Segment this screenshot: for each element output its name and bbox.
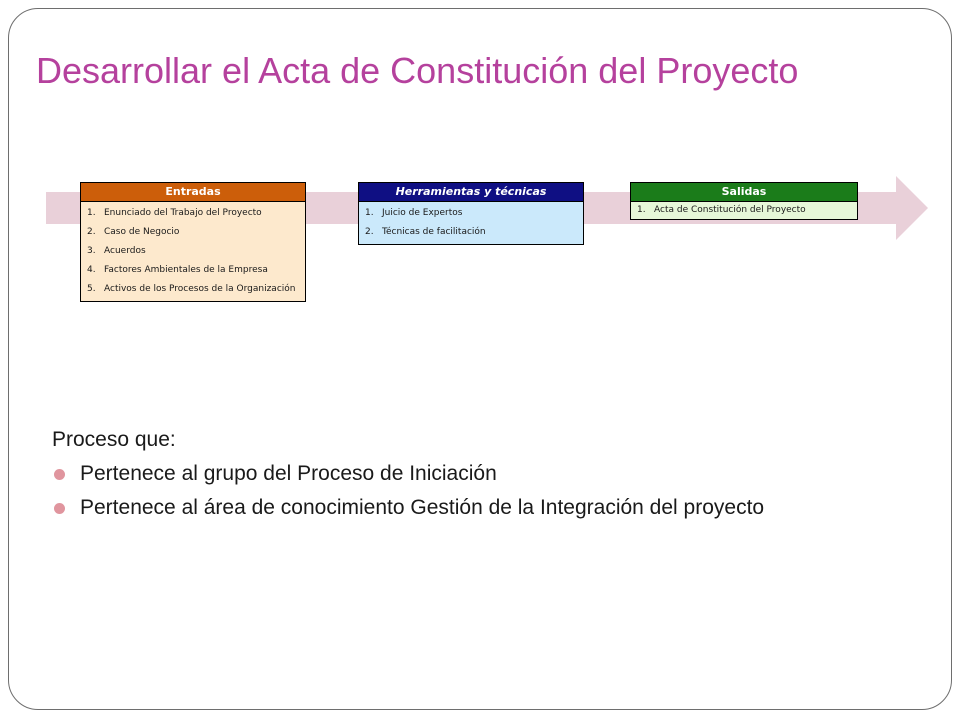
item-text: Factores Ambientales de la Empresa <box>104 265 268 275</box>
list-item <box>365 204 579 223</box>
bullet-item <box>52 462 912 486</box>
entradas-header: Entradas <box>81 183 305 202</box>
item-number: 5. <box>87 284 96 294</box>
page-title: Desarrollar el Acta de Constitución del Proyecto <box>36 50 799 91</box>
list-item <box>87 242 301 261</box>
salidas-box <box>630 182 858 220</box>
bullet-text: Pertenece al grupo del Proceso de Iniciación <box>80 462 497 485</box>
bullet-dot-icon <box>54 469 65 480</box>
item-number: 1. <box>87 208 96 218</box>
body-text <box>52 428 912 530</box>
entradas-box <box>80 182 306 302</box>
herramientas-box <box>358 182 584 245</box>
list-item <box>87 204 301 223</box>
intro-text: Proceso que: <box>52 428 176 451</box>
item-text: Enunciado del Trabajo del Proyecto <box>104 208 262 218</box>
bullet-dot-icon <box>54 503 65 514</box>
bullet-item <box>52 496 912 520</box>
list-item <box>365 223 579 242</box>
salidas-header: Salidas <box>631 183 857 202</box>
item-text: Acta de Constitución del Proyecto <box>654 205 806 215</box>
item-number: 1. <box>637 205 646 215</box>
herramientas-header: Herramientas y técnicas <box>359 183 583 202</box>
list-item <box>637 202 853 219</box>
list-item <box>87 261 301 280</box>
item-text: Técnicas de facilitación <box>382 227 486 237</box>
entradas-list <box>81 202 305 301</box>
item-number: 2. <box>365 227 374 237</box>
bullet-list <box>52 462 912 520</box>
salidas-list <box>631 202 857 219</box>
herramientas-list <box>359 202 583 244</box>
item-number: 4. <box>87 265 96 275</box>
item-text: Acuerdos <box>104 246 146 256</box>
item-text: Caso de Negocio <box>104 227 180 237</box>
item-number: 1. <box>365 208 374 218</box>
list-item <box>87 280 301 299</box>
bullet-text: Pertenece al área de conocimiento Gestión de la Integración del proyecto <box>80 496 765 519</box>
item-number: 2. <box>87 227 96 237</box>
list-item <box>87 223 301 242</box>
item-text: Activos de los Procesos de la Organización <box>104 284 296 294</box>
item-number: 3. <box>87 246 96 256</box>
item-text: Juicio de Expertos <box>382 208 463 218</box>
